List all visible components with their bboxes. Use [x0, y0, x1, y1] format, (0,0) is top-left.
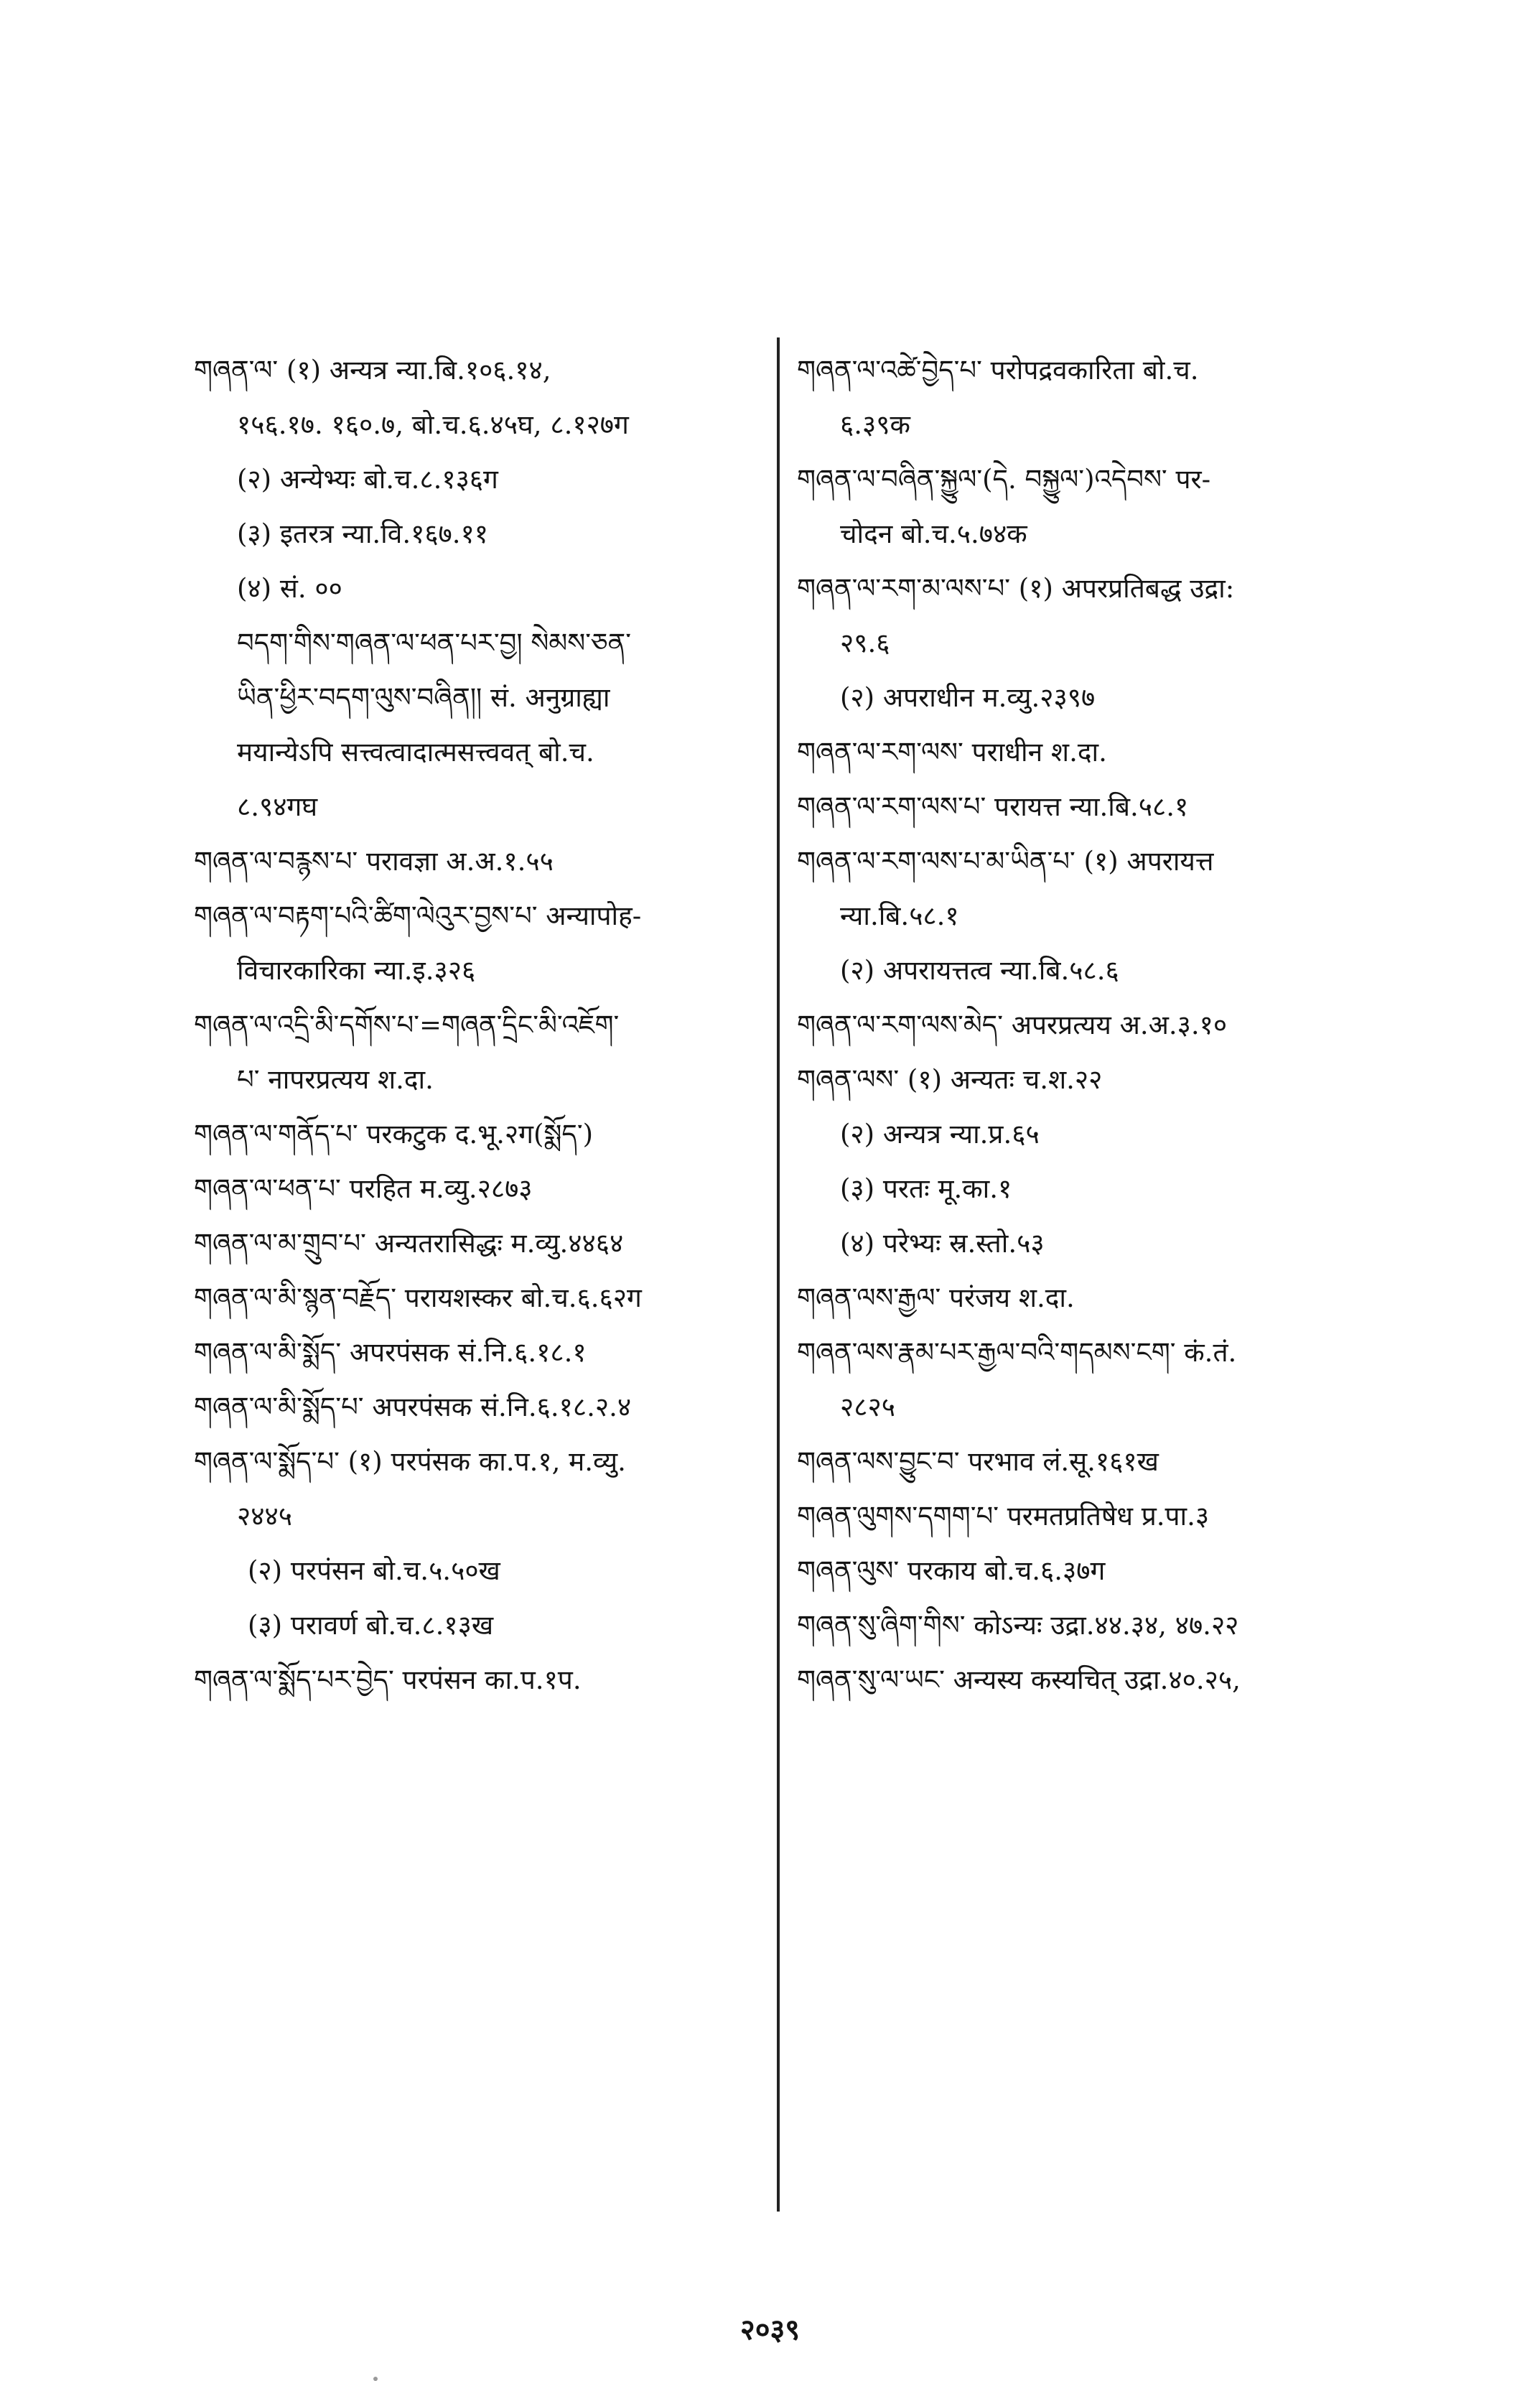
page-number: २०३९: [739, 2313, 801, 2347]
dictionary-entry: གཞན་ལ་རག་མ་ལས་པ་ (१) अपरप्रतिबद्ध उद्रा:: [797, 573, 1235, 604]
dictionary-entry-continuation: चोदन बो.च.५.७४क: [840, 518, 1027, 549]
dictionary-entry-continuation: (२) अन्येभ्यः बो.च.८.१३६ग: [237, 464, 498, 495]
dictionary-entry-continuation: (२) परपंसन बो.च.५.५०ख: [248, 1555, 500, 1586]
dictionary-entry-continuation: ६.३९क: [840, 409, 910, 440]
dictionary-entry-continuation: བདག་གིས་གཞན་ལ་ཕན་པར་བྱ། སེམས་ཅན་: [237, 628, 632, 658]
dictionary-entry: གཞན་ལུགས་དགག་པ་ परमतप्रतिषेध प्र.पा.३: [797, 1501, 1210, 1532]
column-divider: [777, 337, 780, 2212]
dictionary-entry: གཞན་ལ་བརྟག་པའི་ཚིག་ལེའུར་བྱས་པ་ अन्यापोह-: [194, 900, 642, 931]
dictionary-entry: གཞན་སུ་ལ་ཡང་ अन्यस्य कस्यचित् उद्रा.४०.२५,: [797, 1664, 1241, 1695]
dictionary-entry-continuation: (३) इतरत्र न्या.वि.१६७.११: [237, 518, 489, 549]
dictionary-entry: གཞན་ལ་འཚེ་བྱེད་པ་ परोपद्रवकारिता बो.च.: [797, 355, 1199, 386]
dictionary-entry-continuation: ཡིན་ཕྱིར་བདག་ལུས་བཞིན།། सं. अनुग्राह्या: [237, 682, 610, 713]
dictionary-entry: གཞན་ལ་ཕན་པ་ परहित म.व्यु.२८७३: [194, 1173, 533, 1204]
dictionary-entry-continuation: न्या.बि.५८.१: [840, 900, 959, 931]
dictionary-entry-continuation: (४) सं. ००: [237, 573, 342, 604]
dictionary-entry: གཞན་ལ་མི་སྨོད་པ་ अपरपंसक सं.नि.६.१८.२.४: [194, 1392, 632, 1422]
dictionary-entry: གཞན་ལ་རག་ལས་མེད་ अपरप्रत्यय अ.अ.३.१०: [797, 1010, 1228, 1040]
dictionary-entry: གཞན་སུ་ཞིག་གིས་ कोऽन्यः उद्रा.४४.३४, ४७.२२: [797, 1610, 1239, 1641]
dictionary-entry: གཞན་ལ་སྨོད་པར་བྱེད་ परपंसन का.प.१प.: [194, 1664, 582, 1695]
scan-speck: [373, 2377, 378, 2381]
left-column: [194, 343, 765, 1707]
dictionary-entry-continuation: २८२५: [840, 1392, 895, 1422]
dictionary-entry: གཞན་ལས་རྣམ་པར་རྒྱལ་བའི་གདམས་ངག་ कं.तं.: [797, 1337, 1237, 1368]
dictionary-entry-continuation: १५६.१७. १६०.७, बो.च.६.४५घ, ८.१२७ग: [237, 409, 629, 440]
right-column: [797, 343, 1386, 1707]
dictionary-entry-continuation: (३) परतः मू.का.१: [840, 1173, 1012, 1204]
dictionary-entry: གཞན་ལ་གནོད་པ་ परकटुक द.भू.२ग(སྨོད་): [194, 1119, 594, 1150]
dictionary-entry-continuation: པ་ नापरप्रत्यय श.दा.: [237, 1064, 434, 1095]
dictionary-entry-continuation: मयान्येऽपि सत्त्वत्वादात्मसत्त्ववत् बो.च.: [237, 737, 594, 768]
dictionary-entry: གཞན་ལ་རག་ལས་ पराधीन श.दा.: [797, 737, 1107, 768]
dictionary-entry-continuation: (४) परेभ्यः स्र.स्तो.५३: [840, 1228, 1045, 1259]
dictionary-entry-continuation: ८.९४गघ: [237, 791, 318, 822]
dictionary-entry: གཞན་ལ་བརྙས་པ་ परावज्ञा अ.अ.१.५५: [194, 846, 554, 877]
dictionary-entry: གཞན་ལ་བཞིན་སྐྱུལ་(དེ. བསྐྱུལ་)འདེབས་ पर-: [797, 464, 1211, 495]
dictionary-entry-continuation: (३) परावर्ण बो.च.८.१३ख: [248, 1610, 494, 1641]
dictionary-entry: གཞན་ལ་མི་སྨོད་ अपरपंसक सं.नि.६.१८.१: [194, 1337, 587, 1368]
dictionary-entry-continuation: (२) अपराधीन म.व्यु.२३९७: [840, 682, 1096, 713]
dictionary-entry: གཞན་ལས་བྱུང་བ་ परभाव लं.सू.१६१ख: [797, 1446, 1159, 1477]
dictionary-entry: གཞན་ལ་ (१) अन्यत्र न्या.बि.१०६.१४,: [194, 355, 551, 386]
dictionary-entry: གཞན་ལས་རྒྱལ་ परंजय श.दा.: [797, 1282, 1075, 1313]
dictionary-entry-continuation: २४४५: [237, 1501, 292, 1532]
dictionary-entry-continuation: २९.६: [840, 628, 890, 658]
dictionary-entry-continuation: विचारकारिका न्या.इ.३२६: [237, 955, 476, 986]
dictionary-entry: གཞན་ལ་རག་ལས་པ་མ་ཡིན་པ་ (१) अपरायत्त: [797, 846, 1214, 877]
dictionary-entry: གཞན་ལ་རག་ལས་པ་ परायत्त न्या.बि.५८.१: [797, 791, 1189, 822]
dictionary-entry: གཞན་ལ་མ་གྲུབ་པ་ अन्यतरासिद्धः म.व्यु.४४६४: [194, 1228, 624, 1259]
dictionary-entry: གཞན་ལ་འདྲི་མི་དགོས་པ་=གཞན་དྲིང་མི་འཇོག་: [194, 1010, 620, 1040]
dictionary-entry-continuation: (२) अपरायत्तत्व न्या.बि.५८.६: [840, 955, 1119, 986]
dictionary-entry: གཞན་ལུས་ परकाय बो.च.६.३७ग: [797, 1555, 1106, 1586]
dictionary-entry-continuation: (२) अन्यत्र न्या.प्र.६५: [840, 1119, 1040, 1150]
dictionary-entry: གཞན་ལས་ (१) अन्यतः च.श.२२: [797, 1064, 1103, 1095]
dictionary-entry: གཞན་ལ་སྨོད་པ་ (१) परपंसक का.प.१, म.व्यु.: [194, 1446, 626, 1477]
dictionary-entry: གཞན་ལ་མི་སྙན་བརྗོད་ परायशस्कर बो.च.६.६२ग: [194, 1282, 642, 1313]
